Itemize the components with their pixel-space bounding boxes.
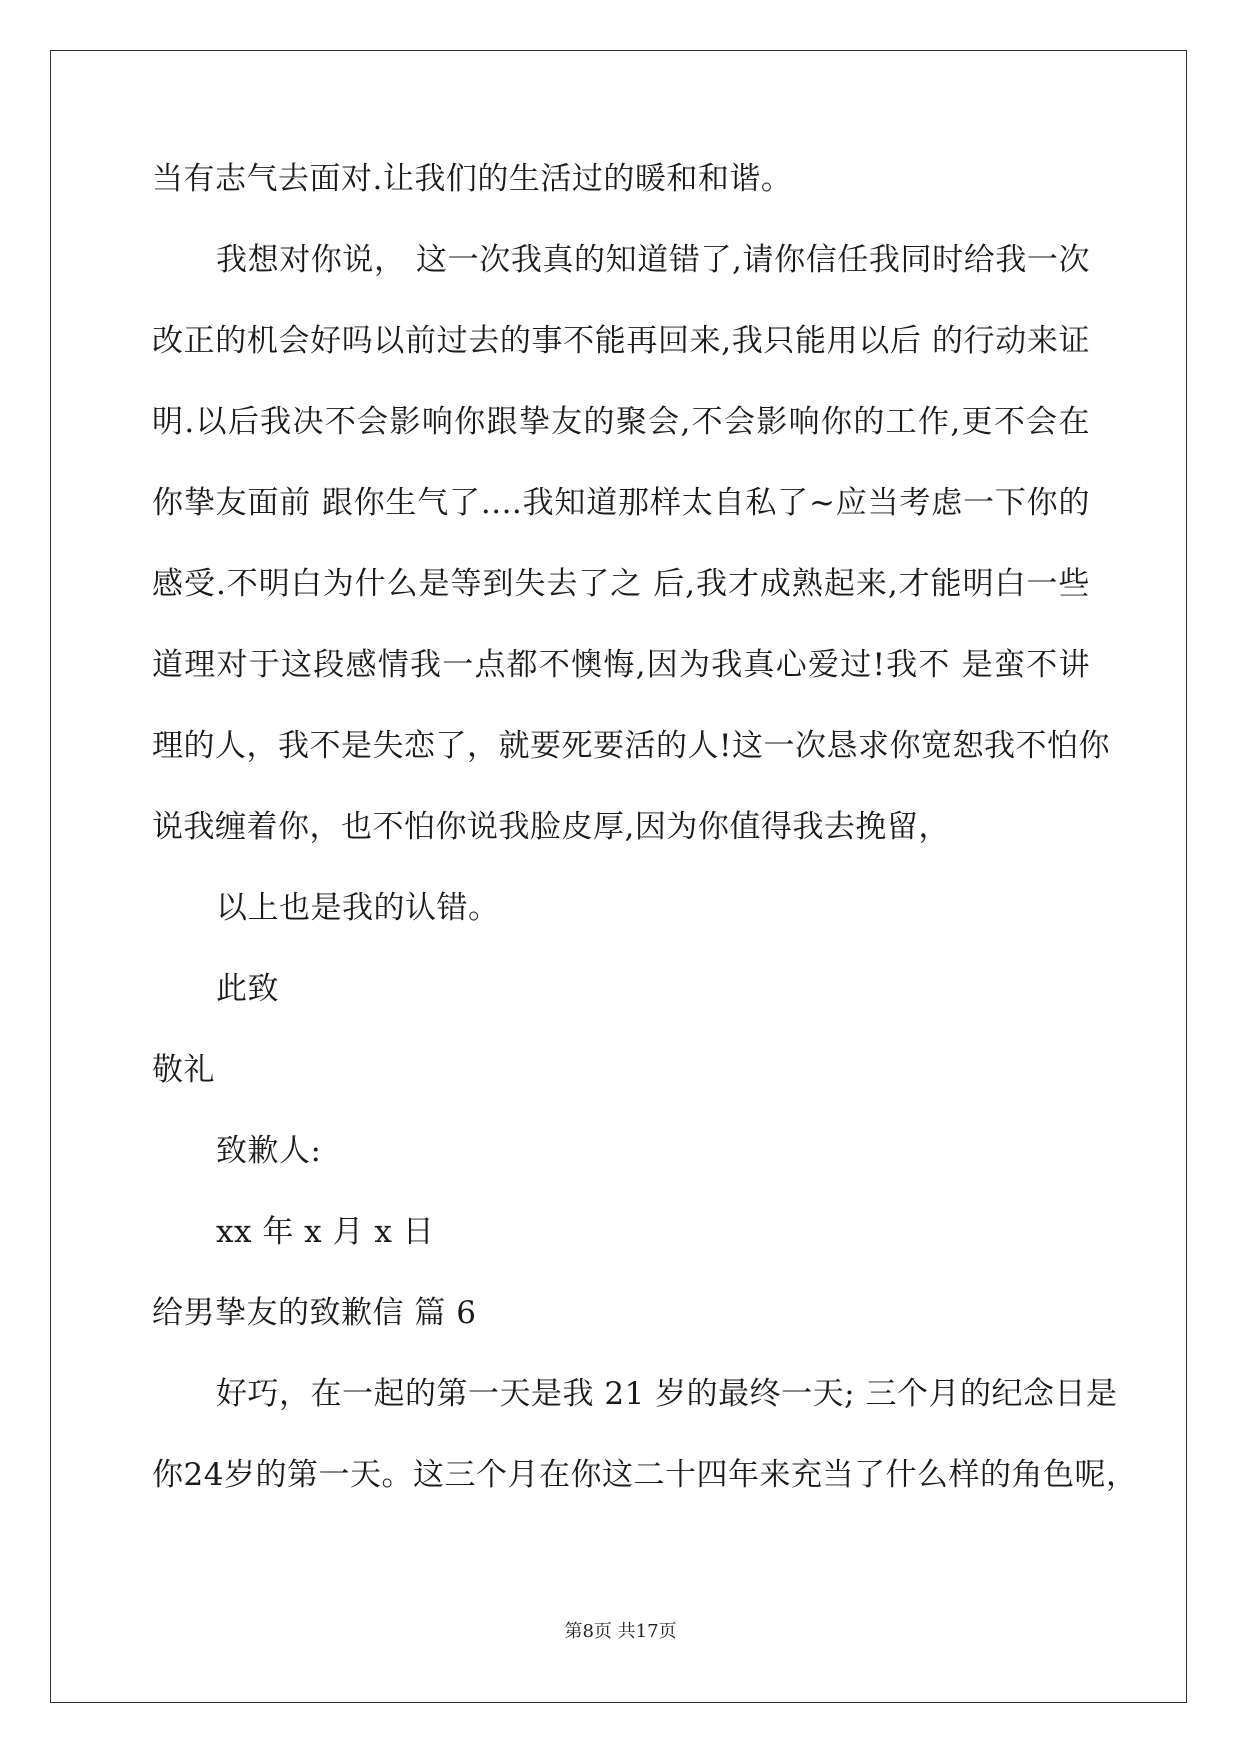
document-body <box>152 161 1138 1541</box>
text-line: 以上也是我的认错。 <box>216 890 500 926</box>
text-line: 说我缠着你，也不怕你说我脸皮厚,因为你值得我去挽留， <box>152 809 950 845</box>
text-line: 理的人，我不是失恋了，就要死要活的人!这一次恳求你宽恕我不怕你 <box>152 728 1110 764</box>
text-line: 你24岁的第一天。这三个月在你这二十四年来充当了什么样的角色呢， <box>152 1457 1138 1493</box>
page-number-footer: 第8页 共17页 <box>564 1621 677 1642</box>
text-line: 道理对于这段感情我一点都不懊悔,因为我真心爱过!我不 是蛮不讲 <box>152 647 1090 683</box>
text-line: 好巧，在一起的第一天是我 21 岁的最终一天; 三个月的纪念日是 <box>216 1376 1118 1412</box>
closing-salutation: 此致 <box>216 971 279 1007</box>
text-line: 改正的机会好吗以前过去的事不能再回来,我只能用以后 的行动来证 <box>152 323 1090 359</box>
text-line: 明.以后我决不会影响你跟挚友的聚会,不会影响你的工作,更不会在 <box>152 404 1090 440</box>
text-line: 我想对你说， 这一次我真的知道错了,请你信任我同时给我一次 <box>216 242 1090 278</box>
section-heading: 给男挚友的致歉信 篇 6 <box>152 1295 477 1331</box>
text-line: 你挚友面前 跟你生气了....我知道那样太自私了~应当考虑一下你的 <box>152 485 1090 521</box>
signature-label: 致歉人: <box>216 1133 322 1169</box>
text-line: 当有志气去面对.让我们的生活过的暖和和谐。 <box>152 161 793 197</box>
date-line: xx 年 x 月 x 日 <box>216 1214 435 1250</box>
text-line: 感受.不明白为什么是等到失去了之 后,我才成熟起来,才能明白一些 <box>152 566 1090 602</box>
closing-regards: 敬礼 <box>152 1052 215 1088</box>
